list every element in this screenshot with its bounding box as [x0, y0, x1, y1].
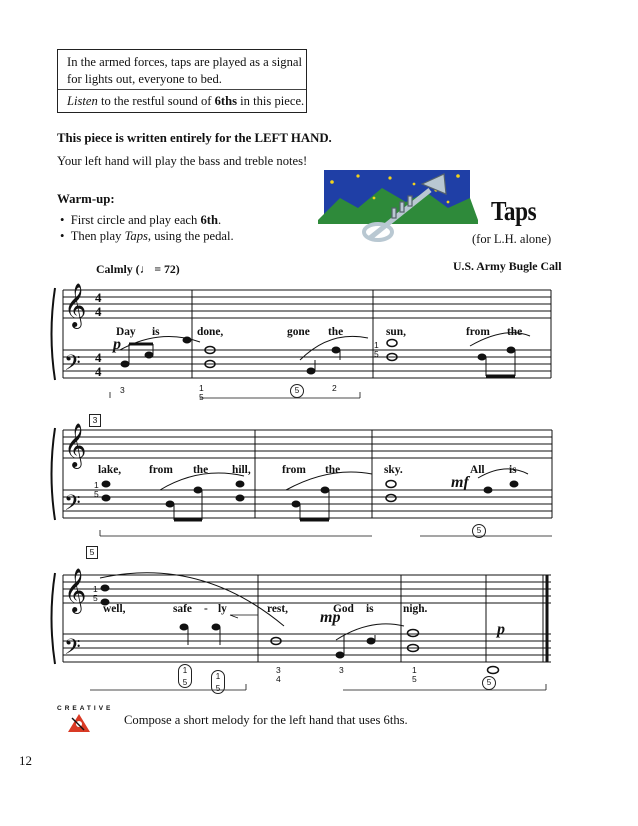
info-line-2: for lights out, everyone to bed.	[67, 72, 222, 86]
fingering: 5	[215, 684, 221, 693]
fingering: 2	[332, 383, 337, 393]
measure-number: 5	[86, 546, 98, 559]
lyric: ly	[218, 603, 227, 615]
fingering-circled	[211, 670, 225, 694]
lyric: hill,	[232, 464, 251, 476]
fingering: 1	[182, 666, 188, 675]
lyric: nigh.	[403, 603, 428, 615]
lyric: well,	[103, 603, 126, 615]
lyric: gone	[287, 326, 310, 338]
listen-word: Listen	[67, 94, 98, 108]
piece-subtitle: (for L.H. alone)	[472, 232, 552, 246]
composer-credit: U.S. Army Bugle Call	[453, 259, 562, 273]
treble-clef-2: 𝄞	[64, 423, 87, 467]
lyric: from	[149, 464, 173, 476]
fingering: 5	[93, 593, 98, 603]
fingering: 1	[412, 665, 417, 675]
lyric: safe	[173, 603, 192, 615]
lyric: is	[509, 464, 517, 476]
fingering: 4	[276, 674, 281, 684]
lyric: -	[204, 603, 208, 615]
lyric: All	[470, 464, 485, 476]
time-sig-top-bass: 4	[95, 350, 102, 365]
lyric: from	[282, 464, 306, 476]
creative-label: CREATIVE	[57, 705, 114, 712]
lyric: rest,	[267, 603, 288, 615]
lyric: from	[466, 326, 490, 338]
step1-post: .	[217, 213, 222, 227]
dynamic-mf: mf	[451, 474, 469, 491]
page-number: 12	[19, 753, 32, 768]
info-line-3-end: in this piece.	[237, 94, 305, 108]
lyric: Day	[116, 326, 136, 338]
fingering: 5	[199, 392, 204, 402]
bass-clef-2: 𝄢	[64, 491, 81, 521]
lyric: sun,	[386, 326, 406, 338]
fingering-circled	[178, 664, 192, 688]
step2-ital: Taps	[124, 229, 148, 243]
system-3-slurs	[90, 573, 546, 690]
treble-clef-3: 𝄞	[64, 568, 87, 612]
info-line-3-mid: to the restful sound of	[97, 94, 215, 108]
treble-clef: 𝄞	[64, 283, 87, 327]
compose-prompt: Compose a short melody for the left hand that uses 6ths.	[124, 713, 408, 727]
step2-pre: Then play	[70, 229, 125, 243]
lyric: the	[193, 464, 209, 476]
lyric: lake,	[98, 464, 122, 476]
lyric: the	[507, 326, 523, 338]
intro-body: Your left hand will play the bass and treble notes!	[57, 154, 308, 168]
step2-post: , using the pedal.	[147, 229, 234, 243]
fingering: 1	[374, 340, 379, 350]
step1-bold: 6th	[200, 213, 218, 227]
fingering: 5	[412, 674, 417, 684]
clefs	[64, 283, 86, 665]
system-3-notes	[101, 585, 499, 674]
lyric: sky.	[384, 464, 403, 476]
fingering: 5	[182, 678, 188, 687]
fingering: 3	[120, 385, 125, 395]
dynamic-p: p	[497, 621, 505, 638]
lyric: done,	[197, 326, 224, 338]
sixths-word: 6ths	[214, 94, 238, 108]
lyric: the	[325, 464, 341, 476]
fingering: 1	[199, 383, 204, 393]
time-sig-bottom-bass: 4	[95, 364, 102, 379]
warmup-step-2: • Then play Taps, using the pedal.	[60, 229, 234, 243]
warmup-step-1: • First circle and play each 6th.	[60, 213, 222, 227]
lyric: is	[366, 603, 374, 615]
measure-number: 3	[89, 414, 101, 427]
time-sig-bottom-treble: 4	[95, 304, 102, 319]
system-3-staff	[52, 573, 552, 664]
time-signature	[95, 290, 102, 379]
piece-title: Taps	[491, 196, 537, 226]
dynamic-p: p	[113, 336, 121, 353]
fingering: 1	[215, 672, 221, 681]
creative-icon	[66, 712, 92, 736]
step1-pre: First circle and play each	[70, 213, 201, 227]
fingering: 5	[290, 384, 304, 398]
fingering: 5	[482, 676, 496, 690]
intro-heading: This piece is written entirely for the LEFT HAND.	[57, 131, 332, 145]
time-sig-top-treble: 4	[95, 290, 102, 305]
warmup-heading: Warm-up:	[57, 192, 115, 206]
fingering: 5	[94, 489, 99, 499]
tempo-marking: Calmly (♩ = 72)	[96, 262, 180, 276]
info-line-1: In the armed forces, taps are played as a signal	[67, 55, 302, 69]
system-1-slurs	[110, 333, 530, 398]
fingering: 1	[93, 584, 98, 594]
fingering: 5	[472, 524, 486, 538]
bass-clef: 𝄢	[64, 351, 81, 381]
bass-clef-3: 𝄢	[64, 635, 81, 665]
fingering: 5	[374, 349, 379, 359]
lyric: is	[152, 326, 160, 338]
lyric: God	[333, 603, 354, 615]
fingering: 3	[339, 665, 344, 675]
lyric: the	[328, 326, 344, 338]
fingering: 3	[276, 665, 281, 675]
dynamic-mp: mp	[320, 609, 341, 626]
fingering: 1	[94, 480, 99, 490]
